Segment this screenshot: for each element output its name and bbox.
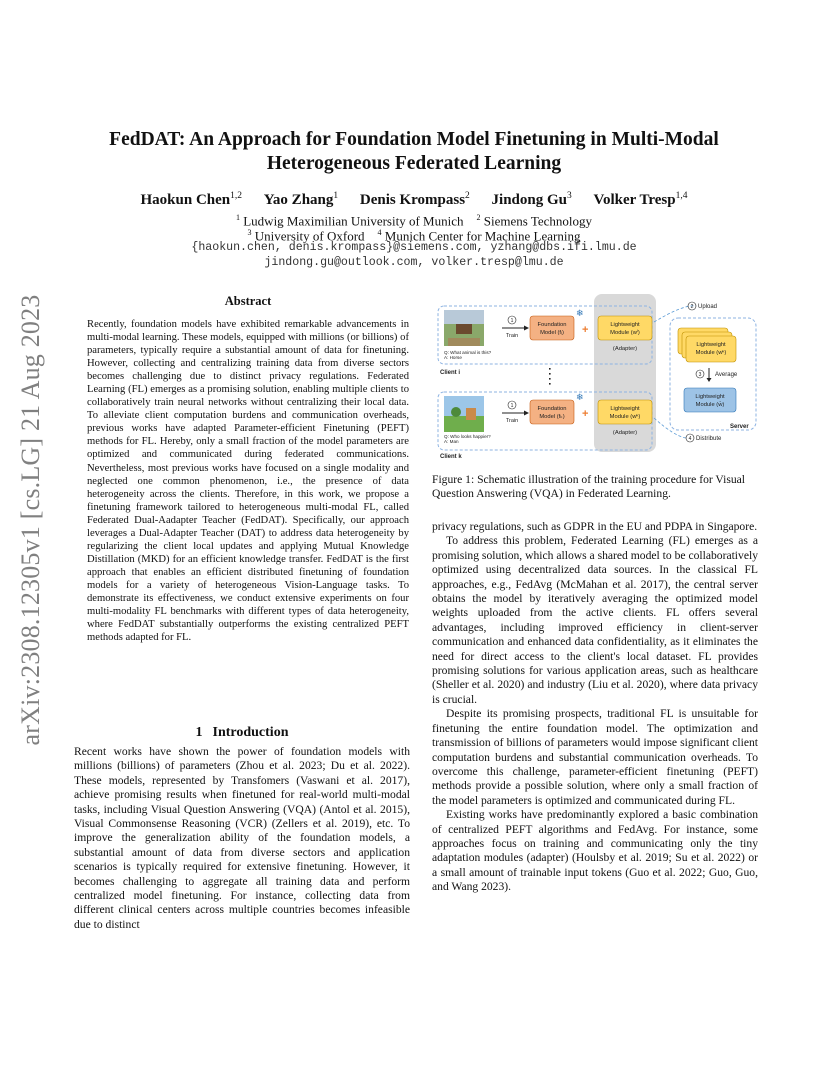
email-line-2[interactable]: jindong.gu@outlook.com, volker.tresp@lmu.de: [264, 256, 564, 269]
email-line-1[interactable]: {haokun.chen, denis.krompass}@siemens.com, yzhang@dbs.ifi.lmu.de: [191, 241, 637, 254]
train-step-k: [502, 401, 529, 424]
figure-1-caption: Figure 1: Schematic illustration of the training procedure for Visual Question Answering (VQA) in Federated Learning.: [432, 473, 746, 501]
server-stack: [678, 328, 736, 362]
author-list: [80, 186, 748, 210]
server-averaged-module: [684, 388, 736, 412]
author: Jindong Gu$^3$: [491, 191, 572, 208]
svg-text:Lightweight: Lightweight: [695, 394, 725, 400]
svg-text:4: 4: [688, 436, 692, 442]
client-k-image: [444, 396, 484, 432]
svg-text:Module (wᵏ): Module (wᵏ): [609, 414, 641, 420]
arxiv-identifier: arXiv:2308.12305v1 [cs.LG] 21 Aug 2023: [16, 294, 45, 746]
server-label: Server: [730, 424, 749, 430]
svg-text:Average: Average: [715, 372, 738, 378]
client-i-answer: A: Horse: [444, 355, 462, 360]
svg-text:Lightweight: Lightweight: [610, 322, 640, 328]
svg-text:Train: Train: [505, 418, 519, 424]
client-i-image: [444, 310, 484, 346]
intro-left-column: [74, 745, 410, 932]
paper-title: [80, 128, 748, 176]
svg-text:Model (fᵢ): Model (fᵢ): [540, 330, 564, 336]
svg-text:1: 1: [510, 318, 514, 324]
svg-text:3: 3: [698, 372, 702, 378]
paragraph: Existing works have predominantly explored a basic combination of centralized PEFT algorithms and FedAvg. For instance, some approaches focus on training and communicating only the tiny adaptation modules (adapter) (Houlsby et al. 2019; Su et al. 2022) or a small amount of trainable input tokens (Guo et al. 2022; Guo, Guo, and Wang 2023).: [432, 808, 758, 894]
foundation-model-k: [530, 400, 574, 424]
title-line-1: FedDAT: An Approach for Foundation Model Finetuning in Multi-Modal: [109, 129, 719, 150]
paragraph: Despite its promising prospects, traditional FL is unsuitable for finetuning the entire foundation model. The optimization and transmission of billions of parameters would impose significant client computation burdens and substantial communication overheads. To overcome this challenge, parameter-efficient finetuning (PEFT) methods provide a possible solution, where only a small fraction of the model parameters is optimized and communicated during FL.: [432, 707, 758, 807]
frozen-icon: ❄: [576, 392, 584, 402]
svg-text:1: 1: [510, 403, 514, 409]
paragraph: privacy regulations, such as GDPR in the EU and PDPA in Singapore.: [432, 520, 758, 533]
paragraph: To address this problem, Federated Learning (FL) emerges as a promising solution, which allows a shared model to be collaboratively optimized using decentralized data sources. In the classical FL approaches, e.g., FedAvg (McMahan et al. 2017), the central server obtains the model by iteratively averaging the optimized model weights uploaded from the active clients. FL offers several advantages, including improved efficiency in client-server communication and enhanced data confidentiality, as it eliminates the need for direct access to the client's local dataset. FL provides promising solutions for various application areas, such as healthcare (Sheller et al. 2020) and industry (Liu et al. 2020), where data privacy is crucial.: [432, 534, 758, 706]
svg-text:Module (w̄): Module (w̄): [695, 402, 725, 408]
svg-text:2: 2: [690, 304, 694, 310]
svg-text:(Adapter): (Adapter): [612, 430, 638, 436]
svg-text:Foundation: Foundation: [537, 322, 567, 328]
author: Haokun Chen$^{1,2}$: [140, 191, 243, 208]
svg-text:Module (wⁱ): Module (wⁱ): [610, 330, 640, 336]
author: Volker Tresp$^{1,4}$: [593, 191, 688, 208]
client-i-question: Q: What animal is this?: [444, 350, 492, 355]
svg-text:Model (fₖ): Model (fₖ): [539, 414, 565, 420]
client-k-label: Client k: [440, 454, 462, 460]
abstract-heading: Abstract: [224, 294, 272, 308]
figure-1-diagram: [434, 294, 760, 462]
author: Yao Zhang$^1$: [263, 191, 339, 208]
svg-text:Foundation: Foundation: [537, 406, 567, 412]
svg-text:Module (wᵏ): Module (wᵏ): [695, 350, 727, 356]
upload-step: [654, 302, 717, 322]
frozen-icon: ❄: [576, 308, 584, 318]
affiliation-line-1: $^1$ Ludwig Maximilian University of Munich $^2$ Siemens Technology: [235, 213, 593, 229]
average-step: [696, 368, 738, 382]
svg-text:(Adapter): (Adapter): [612, 346, 638, 352]
plus-icon: +: [582, 324, 589, 336]
svg-text:Lightweight: Lightweight: [696, 342, 726, 348]
intro-right-column: [432, 520, 758, 895]
train-step-i: [502, 316, 529, 339]
section-heading-introduction: 1 Introduction: [195, 725, 289, 740]
client-k-question: Q: Who looks happier?: [444, 434, 491, 439]
foundation-model-i: [530, 316, 574, 340]
svg-text:Distribute: Distribute: [696, 436, 722, 442]
svg-text:Lightweight: Lightweight: [610, 406, 640, 412]
paragraph: Recent works have shown the power of foundation models with millions (billions) of parameters (Zhou et al. 2023; Du et al. 2022). These models, represented by Transfomers (Vaswani et al. 2017), achieve promising results when finetuned for real-world multi-modal tasks, including Visual Question Answering (VQA) (Antol et al. 2015), Visual Commonsense Reasoning (VCR) (Zellers et al. 2019), etc. To improve the generalization ability of the foundation models, a substantial amount of data from diverse sectors and application scenarios is typically required for extensive finetuning. However, it becomes challenging to aggregate all training data and perform centralized model finetuning. For instance, collecting data from different clinical centers across multiple countries becomes infeasible due to distinct: [74, 745, 410, 931]
abstract-text: Recently, foundation models have exhibited remarkable advancements in multi-modal learning. These models, equipped with millions (or billions) of parameters, typically require a substantial amount of data for finetuning. However, collecting and centralizing training data from diverse sectors becomes challenging due to distinct privacy regulations. Federated Learning (FL) emerges as a promising solution, enabling multiple clients to collaboratively train neural networks without centralizing their local data. To alleviate client computation burdens and communication overheads, previous works have adapted Parameter-efficient Finetuning (PEFT) methods for FL. Hereby, only a small fraction of the model parameters are optimized and communicated during federated communications. Nevertheless, most previous works have focused on a single modality and neglected one common phenomenon, i.e., the presence of data heterogeneity across the clients. Therefore, in this work, we propose a finetuning framework tailored to heterogeneous multi-modal FL, called Federated Dual-Aadapter Teacher (FedDAT). Specifically, our approach leverages a Dual-Adapter Teacher (DAT) to address data heterogeneity by regularizing the client local updates and applying Mutual Knowledge Distillation (MKD) for an efficient knowledge transfer. FedDAT is the first approach that enables an efficient distributed finetuning of foundation models for a variety of heterogeneous Vision-Language tasks. To demonstrate its effectiveness, we conduct extensive experiments on four multi-modality FL benchmarks with different types of data heterogeneity, where FedDAT substantially outperforms the existing centralized PEFT methods adapted for FL.: [87, 319, 409, 644]
client-k-answer: A: Man: [444, 439, 459, 444]
plus-icon: +: [582, 408, 589, 420]
title-line-2: Heterogeneous Federated Learning: [266, 153, 562, 174]
svg-text:Train: Train: [505, 333, 519, 339]
affiliation-line-2: $^3$ University of Oxford $^4$ Munich Center for Machine Learning: [247, 228, 581, 244]
author: Denis Krompass$^2$: [359, 191, 470, 208]
ellipsis-dots: [549, 368, 551, 385]
client-i-label: Client i: [440, 370, 461, 376]
svg-text:Upload: Upload: [698, 304, 718, 310]
